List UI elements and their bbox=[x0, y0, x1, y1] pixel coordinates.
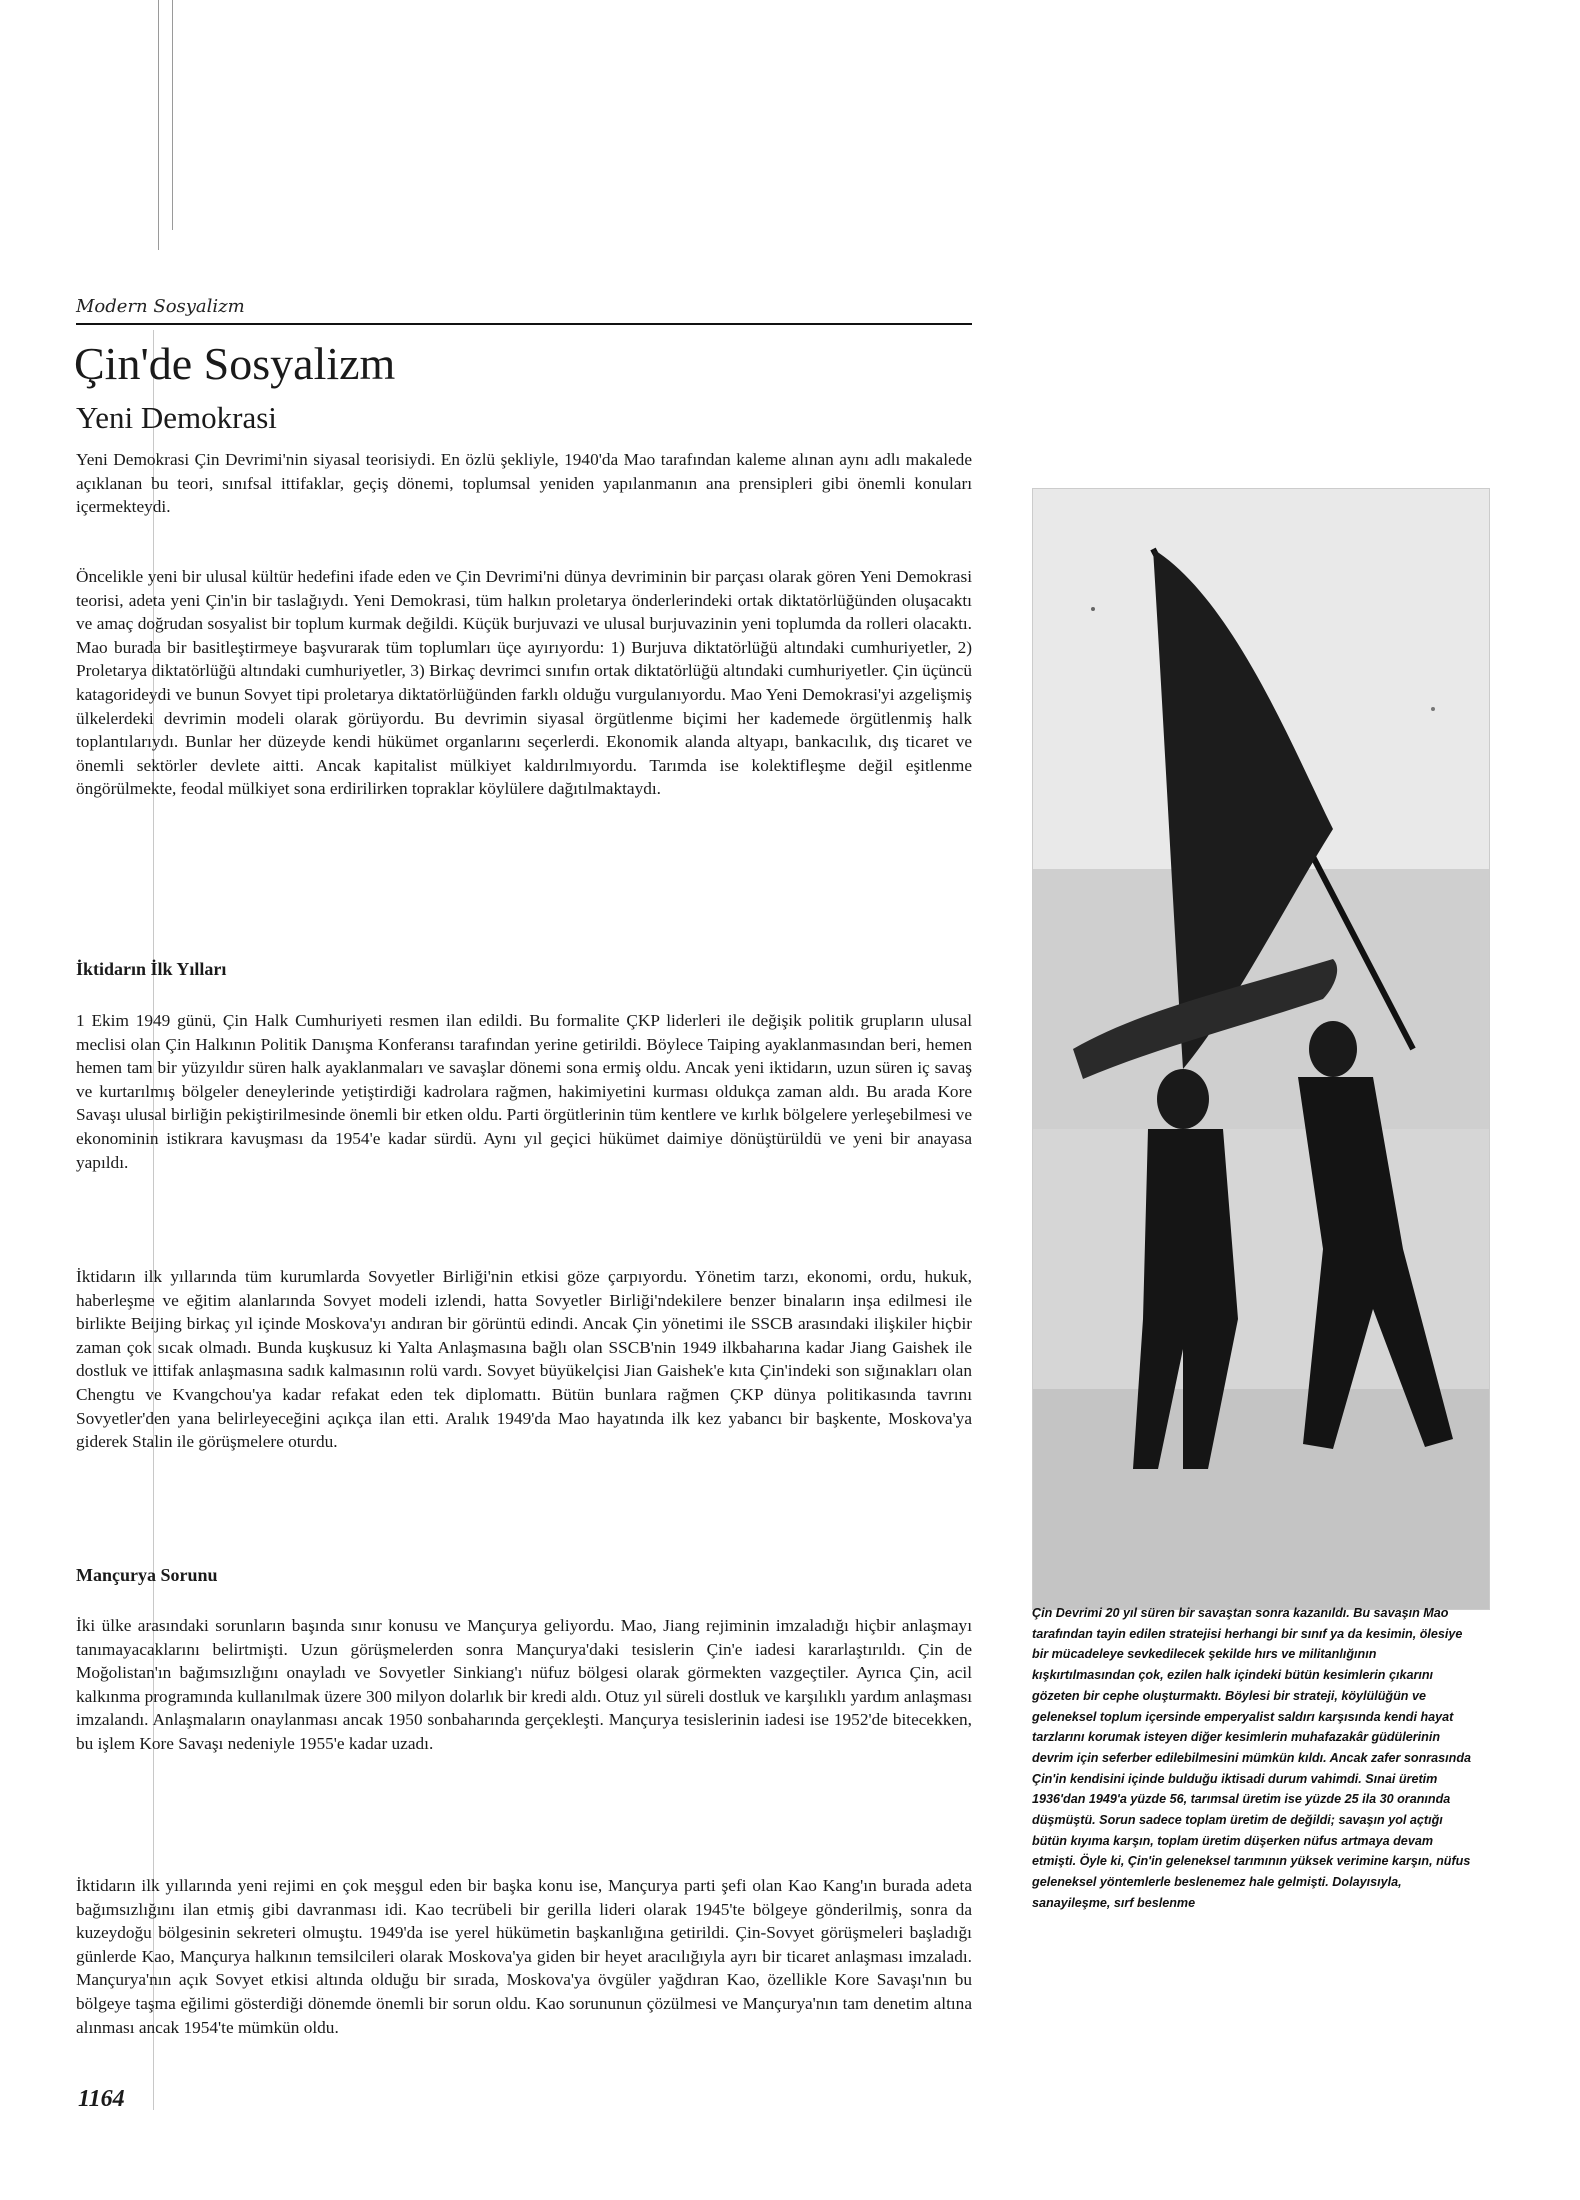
paragraph-soviet-influence: İktidarın ilk yıllarında tüm kurumlarda Sovyetler Birliği'nin etkisi göze çarpıyordu. Yönetim tarzı, ekonomi, ordu, hukuk, haberleşme ve eğitim alanlarında Sovyet modeli izlendi, hatta Sovyetler Birliği'ndekilere benzer binaların inşa edilmesi ile birlikte Beijing birkaç yıl içinde Moskova'yı andıran bir görüntü edindi. Ancak Çin yönetimi ile SSCB arasındaki ilişkiler hiçbir zaman çok sıcak olmadı. Bunda kuşkusuz ki Yalta Anlaşmasına bağlı olan SSCB'nin 1949 ilkbaharına kadar Jiang Gaishek ile dostluk ve ittifak anlaşmasına sadık kalmasının rolü vardı. Sovyet büyükelçisi Jian Gaishek'e kıta Çin'indeki son sığınakları olan Chengtu ve Kvangchou'ya kadar refakat eden tek diplomattı. Bütün bunlara rağmen ÇKP dünya politikasında tavrını Sovyetler'den yana belirleyeceğini açıkça ilan etti. Aralık 1949'da Mao hayatında ilk kez yabancı bir başkente, Moskova'ya giderek Stalin ile görüşmelere oturdu. bbox=[76, 1267, 972, 1452]
heading-manchuria: Mançurya Sorunu bbox=[76, 1565, 218, 1585]
page-number: 1164 bbox=[78, 2086, 125, 2112]
paragraph-manchuria: İki ülke arasındaki sorunların başında sınır konusu ve Mançurya geliyordu. Mao, Jiang rejiminin imzaladığı hiçbir anlaşmayı tanımayacaklarını belirtmişti. Uzun görüşmelerden sonra Mançurya'daki tesislerin Çin'e iadesi kararlaştırıldı. Çin de Moğolistan'ın bağımsızlığını onayladı ve Sovyetler Sinkiang'ı nüfuz bölgesi olarak görmekten vazgeçtiler. Ayrıca Çin, acil kalkınma programında kullanılmak üzere 300 milyon dolarlık bir kredi aldı. Otuz yıl süreli dostluk ve karşılıklı yardım anlaşması imzalandı. Anlaşmaların onaylanması ancak 1950 sonbaharında gerçekleşti. Mançurya tesislerinin iadesi ise 1952'de bitecekken, bu işlem Kore Savaşı nedeniyle 1955'e kadar uzadı. bbox=[76, 1616, 972, 1753]
paragraph-intro: Yeni Demokrasi Çin Devrimi'nin siyasal teorisiydi. En özlü şekliyle, 1940'da Mao tarafından kaleme alınan aynı adlı makalede açıklanan bu teori, sınıfsal ittifaklar, geçiş dönemi, toplumsal yeniden yapılanmanın ana prensipleri gibi önemli konuları içermekteydi. bbox=[76, 450, 972, 517]
photo-caption: Çin Devrimi 20 yıl süren bir savaştan sonra kazanıldı. Bu savaşın Mao tarafından tayin edilen stratejisi herhangi bir sınıf ya da kesimin, ölesiye bir mücadeleye sevkedilecek şekilde hırs ve militanlığının kışkırtılmasından çok, ezilen halk içindeki bütün kesimlerin çıkarını gözeten bir cephe oluşturmaktı. Böylesi bir strateji, köylülüğün ve geleneksel toplum içersinde emperyalist saldırı karşısında kendi hayat tarzlarını korumak isteyen diğer kesimlerin muhafazakâr güdülerinin devrim için seferber edilebilmesini mümkün kıldı. Ancak zafer sonrasında Çin'in kendisini içinde bulduğu iktisadi durum vahimdi. Sınai üretim 1936'dan 1949'a yüzde 56, tarımsal üretim ise yüzde 25 ila 30 oranında düşmüştü. Sorun sadece toplam üretim de değildi; savaşın yol açtığı bütün kıyıma karşın, toplam üretim düşerken nüfus artmaya devam etmişti. Öyle ki, Çin'in geleneksel tarımının yüksek verimine karşın, nüfus geleneksel yöntemlerle beslenemez hale gelmişti. Dolayısıyla, sanayileşme, sırf beslenme bbox=[1032, 1606, 1472, 1910]
section-label: Modern Sosyalizm bbox=[76, 296, 245, 317]
scan-artifact-line bbox=[158, 0, 159, 250]
scan-artifact-line bbox=[172, 0, 173, 230]
page-subtitle: Yeni Demokrasi bbox=[76, 400, 277, 435]
heading-first-years: İktidarın İlk Yılları bbox=[76, 959, 227, 979]
header-rule bbox=[76, 323, 972, 325]
paragraph-theory: Önceliklе yeni bir ulusal kültür hedefini ifade eden ve Çin Devrimi'ni dünya devriminin bir parçası olarak gören Yeni Demokrasi teorisi, adeta yeni Çin'in bir taslağıydı. Yeni Demokrasi, tüm halkın proletarya önderlerindeki ortak diktatörlüğünden oluşacaktı ve amaç doğrudan sosyalist bir toplum kurmak değildi. Küçük burjuvazi ve ulusal burjuvazinin yeni toplumda da rolleri olacaktı. Mao burada bir basitleştirmeye başvurarak tüm toplumları üçe ayırıyordu: 1) Burjuva diktatörlüğü altındaki cumhuriyetler, 2) Proletarya diktatörlüğü altındaki cumhuriyetler, 3) Birkaç devrimci sınıfın ortak diktatörlüğü altındaki cumhuriyetler. Çin üçüncü katagorideydi ve bunun Sovyet tipi proletarya diktatörlüğünden farklı olduğu vurgulanıyordu. Mao Yeni Demokrasi'yi azgelişmiş ülkelerdeki devrimin modeli olarak görüyordu. Bu devrimin siyasal örgütlenme biçimi her kademede örgütlenmiş halk toplantılarıydı. Bunlar her düzeyde kendi hükümet organlarını seçerlerdi. Ekonomik alanda altyapı, bankacılık, dış ticaret ve önemli sektörler devlete aitti. Ancak kapitalist mülkiyet kaldırılmıyordu. Tarımda ise kolektifleşme değil eşitlenme öngörülmekte, feodal mülkiyet sona erdirilirken topraklar köylülere dağıtılmaktaydı. bbox=[76, 567, 972, 799]
page-title: Çin'de Sosyalizm bbox=[74, 338, 396, 389]
paragraph-proclamation: 1 Ekim 1949 günü, Çin Halk Cumhuriyeti resmen ilan edildi. Bu formalite ÇKP liderleri ile değişik politik grupların ulusal meclisi olan Çin Halkının Politik Danışma Konferansı tarafından yerine getirildi. Böylece Taiping ayaklanmasından beri, hemen hemen tam bir yüzyıldır süren halk ayaklanmaları ve savaşlar dönemi sona ermiş oldu. Ancak yeni iktidarın, uzun süren iç savaş ve kurtarılmış bölgeler deneylerinde yetiştirdiği kadrolara rağmen, hakimiyetini kurması oldukça zaman aldı. Bu arada Kore Savaşı ulusal birliğin pekiştirilmesinde önemli bir etken oldu. Parti örgütlerinin tüm kentlere ve kırlık bölgelere yerleşebilmesi ve ekonominin istikrara kavuşması da 1954'e kadar sürdü. Aynı yıl geçici hükümet daimiye dönüştürüldü ve yeni bir anayasa yapıldı. bbox=[76, 1011, 972, 1172]
paragraph-kao-kang: İktidarın ilk yıllarında yeni rejimi en çok meşgul eden bir başka konu ise, Mançurya parti şefi olan Kao Kang'ın burada adeta bağımsızlığını ilan etmiş gibi davranması idi. Kao tecrübeli bir gerilla lideri olarak 1945'te bölgeye gönderilmiş, sonra da kuzeydoğu bölgesinin sekreteri olmuştu. 1949'da ise yerel hükümetin başkanlığına getirildi. Çin-Sovyet görüşmeleri başladığı günlerde Kao, Mançurya halkının temsilcileri olarak Moskova'ya giden bir heyet aracılığıyla ayrı bir ticaret anlaşması imzaladı. Mançurya'nın açık Sovyet etkisi altında olduğu bir sırada, Moskova'ya övgüler yağdıran Kao, özellikle Kore Savaşı'nın bu bölgeye taşma eğilimi gösterdiği dönemde önemli bir sorun oldu. Kao sorununun çözülmesi ve Mançurya'nın tam denetim altına alınması ancak 1954'te mümkün oldu. bbox=[76, 1876, 972, 2037]
photo-flag-bearers bbox=[1032, 488, 1490, 1610]
